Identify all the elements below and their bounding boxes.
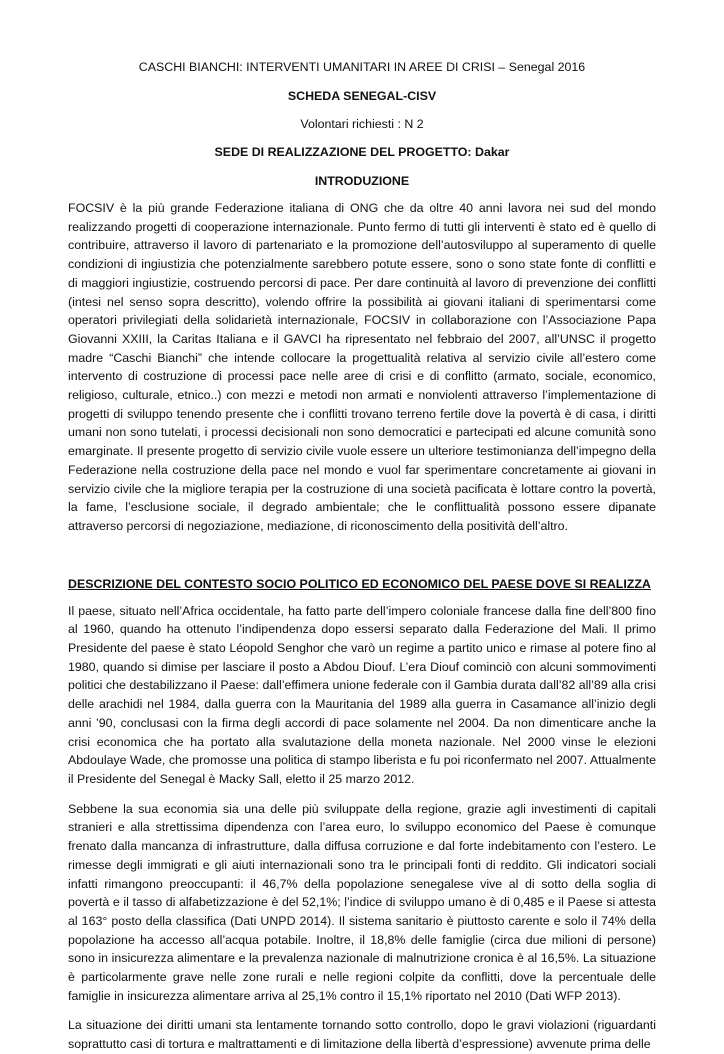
context-paragraph: Il paese, situato nell’Africa occidentale, ha fatto parte dell’impero coloniale francese dalla fine dell’800 fino al 1960, quando ha ottenuto l’indipendenza dopo essersi separato dalla Federazione del Mali. Il primo Presidente del paese è stato Léopold Senghor che varò un regime a partito unico e rimase al potere fino al 1980, quando si dimise per lasciare il posto a Abdou Diouf. L’era Diouf cominciò con alcuni sommovimenti politici che destabilizzano il Paese: dall’effimera unione federale con il Gambia durata dall’82 all’89 alla crisi delle arachidi nel 1984, dalla guerra con la Mauritania del 1989 alla guerra in Casamance all’inizio degli anni ’90, conclusasi con la firma degli accordi di pace solamente nel 2004. Da non dimenticare anche la crisi economica che ha portato alla svalutazione della moneta nazionale. Nel 2000 vinse le elezioni Abdoulaye Wade, che promosse una politica di stampo liberista e fu poi riconfermato nel 2007. Attualmente il Presidente del Senegal è Macky Sall, eletto il 25 marzo 2012.: [68, 603, 656, 786]
section-heading: DESCRIZIONE DEL CONTESTO SOCIO POLITICO ED ECONOMICO DEL PAESE DOVE SI REALIZZA: [68, 576, 651, 591]
intro-paragraph: FOCSIV è la più grande Federazione italiana di ONG che da oltre 40 anni lavora nei sud del mondo realizzando progetti di cooperazione internazionale. Punto fermo di tutti gli interventi è stato ed è quello di contribuire, attraverso il lavoro di partenariato e la promozione dell’autosviluppo al superamento di quelle condizioni di ingiustizia che potenzialmente sarebbero potute essere, sono o sono state fonte di conflitti e di maggiori ingiustizie, costruendo percorsi di pace. Per dare continuità al lavoro di prevenzione dei conflitti (intesi nel senso sopra descritto), volendo offrire la possibilità ai giovani italiani di sperimentarsi come operatori privilegiati della solidarietà internazionale, FOCSIV in collaborazione con l’Associazione Papa Giovanni XXIII, la Caritas Italiana e il GAVCI ha ripresentato nel febbraio del 2007, all’UNSC il progetto madre “Caschi Bianchi” che intende collocare la progettualità relativa al servizio civile all’estero come intervento di costruzione di processi pace nelle aree di crisi e di conflitto (armato, sociale, economico, religioso, culturale, etnico..) con mezzi e metodi non armati e nonviolenti attraverso l’implementazione di progetti di sviluppo tenendo presente che i conflitti trovano terreno fertile dove la povertà è di casa, i diritti umani non sono tutelati, i processi decisionali non sono democratici e partecipati ed alcune comunità sono emarginate. Il presente progetto di servizio civile vuole essere un ulteriore testimonianza dell’impegno della Federazione nella costruzione della pace nel mondo e vuol far sperimentare concretamente ai giovani in servizio civile che la migliore terapia per la costruzione di una società pacificata è lottare contro la povertà, la fame, l’esclusione sociale, il degrado ambientale; che le conflittualità possono essere dipanate attraverso percorsi di negoziazione, mediazione, di riconoscimento della positività dell’altro.: [68, 201, 656, 533]
document-header-title: CASCHI BIANCHI: INTERVENTI UMANITARI IN AREE DI CRISI – Senegal 2016: [138, 60, 586, 74]
context-paragraph: La situazione dei diritti umani sta lentamente tornando sotto controllo, dopo le gravi violazioni (riguardanti soprattutto casi di tortura e maltrattamenti e di limitazione della libertà d’espressione) avvenute prima delle: [68, 1018, 656, 1052]
introduzione-heading: INTRODUZIONE: [314, 174, 410, 188]
sede-progetto: SEDE DI REALIZZAZIONE DEL PROGETTO: Dakar: [214, 145, 510, 159]
context-paragraph: Sebbene la sua economia sia una delle più sviluppate della regione, grazie agli investimenti di capitali stranieri e alla strettissima dipendenza con l’area euro, lo sviluppo economico del Paese è comunque frenato dalla mancanza di infrastrutture, dalla diffusa corruzione e dal forte indebitamento con l’estero. Le rimesse degli immigrati e gli aiuti internazionali sono tra le principali fonti di reddito. Gli indicatori sociali infatti rimangono preoccupanti: il 46,7% della popolazione senegalese vive al di sotto della soglia di povertà e il tasso di alfabetizzazione è del 52,1%; l’indice di sviluppo umano è di 0,485 e il Paese si attesta al 163° posto della classifica (Dati UNPD 2014). Il sistema sanitario è piuttosto carente e solo il 74% della popolazione ha accesso all’acqua potabile. Inoltre, il 18,8% delle famiglie (circa due milioni di persone) sono in insicurezza alimentare e la prevalenza nazionale di malnutrizione cronica è al 16,5%. La situazione è particolarmente grave nelle zone rurali e nelle regioni colpite da conflitti, dove la percentuale delle famiglie in insicurezza alimentare arriva al 25,1% contro il 15,1% riportato nel 2010 (Dati WFP 2013).: [68, 801, 656, 1003]
scheda-title: SCHEDA SENEGAL-CISV: [287, 89, 437, 103]
volontari-richiesti: Volontari richiesti : N 2: [300, 117, 424, 131]
document-page: [68, 0, 656, 1054]
